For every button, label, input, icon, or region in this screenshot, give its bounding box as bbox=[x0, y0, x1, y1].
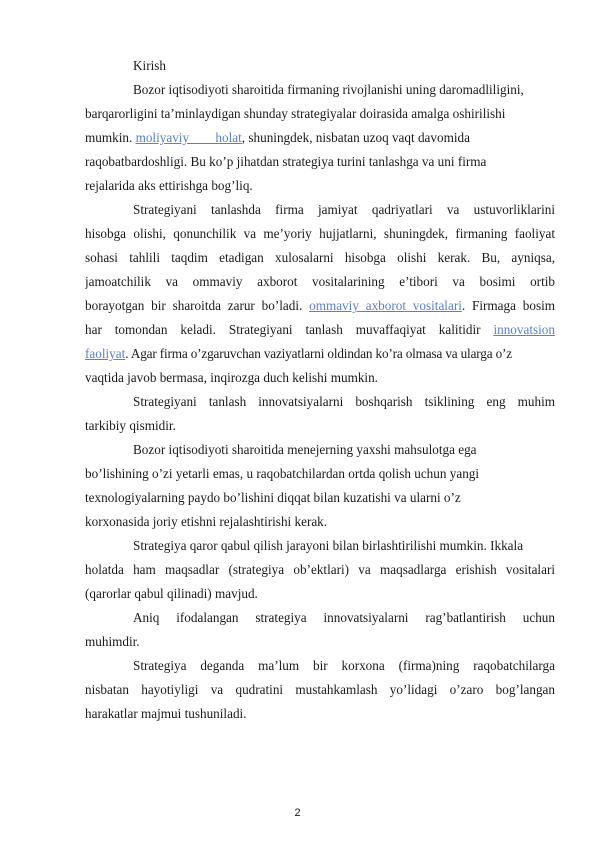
section-title: Kirish bbox=[133, 58, 166, 73]
paragraph-3-line: tarkibiy qismidir. bbox=[85, 418, 176, 433]
paragraph-6-line: muhimdir. bbox=[85, 634, 140, 649]
link-ommaviy-axborot-vositalari[interactable]: ommaviy axborot vositalari bbox=[309, 298, 462, 313]
paragraph-7-line: harakatlar majmui tushuniladi. bbox=[85, 706, 247, 721]
page-number: 2 bbox=[294, 807, 301, 819]
text-run: . Agar firma o’zgaruvchan vaziyatlarni oldindan ko’ra olmasa va ularga o’z bbox=[125, 346, 512, 361]
text-run: borayotgan bir sharoitda zarur bo’ladi. bbox=[85, 298, 310, 313]
text-run: har tomondan keladi. Strategiyani tanlash muvaffaqiyat kalitidir bbox=[85, 322, 494, 337]
paragraph-2-line bbox=[85, 342, 512, 366]
paragraph-3-line: Strategiyani tanlash innovatsiyalarni boshqarish tsiklining eng muhim bbox=[133, 394, 555, 409]
paragraph-5-line: holatda ham maqsadlar (strategiya ob’ektlari) va maqsadlarga erishish vositalari bbox=[85, 562, 555, 577]
paragraph-1-line: barqarorligini ta’minlaydigan shunday strategiyalar doirasida amalga oshirilishi bbox=[85, 106, 506, 121]
link-innovatsion-faoliyat[interactable]: innovatsion bbox=[493, 322, 555, 337]
paragraph-1-line: Bozor iqtisodiyoti sharoitida firmaning rivojlanishi uning daromadliligini, bbox=[133, 82, 524, 97]
link-moliyaviy-holat[interactable]: moliyaviy holat bbox=[135, 130, 242, 145]
paragraph-4-line: Bozor iqtisodiyoti sharoitida menejerning yaxshi mahsulotga ega bbox=[133, 442, 477, 457]
paragraph-2-line bbox=[85, 294, 555, 318]
paragraph-7-line: nisbatan hayotiyligi va qudratini mustahkamlash yo’lidagi o’zaro bog’langan bbox=[85, 682, 555, 697]
paragraph-1-line: rejalarida aks ettirishga bog’liq. bbox=[85, 178, 253, 193]
text-run: , shuningdek, nisbatan uzoq vaqt davomida bbox=[241, 130, 470, 145]
paragraph-4-line: korxonasida joriy etishni rejalashtirishi kerak. bbox=[85, 514, 328, 529]
paragraph-4-line: texnologiyalarning paydo bo’lishini diqqat bilan kuzatishi va ularni o’z bbox=[85, 490, 461, 505]
paragraph-2-line: sohasi tahlili taqdim etadigan xulosalarni hisobga olishi kerak. Bu, ayniqsa, bbox=[85, 250, 555, 265]
link-innovatsion-faoliyat-cont[interactable]: faoliyat bbox=[85, 346, 126, 361]
paragraph-7-line: Strategiya deganda ma’lum bir korxona (firma)ning raqobatchilarga bbox=[133, 658, 555, 673]
paragraph-1-line: raqobatbardoshligi. Bu ko’p jihatdan strategiya turini tanlashga va uni firma bbox=[85, 154, 487, 169]
paragraph-5-line: Strategiya qaror qabul qilish jarayoni bilan birlashtirilishi mumkin. Ikkala bbox=[133, 538, 524, 553]
text-run: mumkin. bbox=[85, 130, 136, 145]
paragraph-5-line: (qarorlar qabul qilinadi) mavjud. bbox=[85, 586, 258, 601]
text-run: . Firmaga bosim bbox=[461, 298, 555, 313]
paragraph-2-line: Strategiyani tanlashda firma jamiyat qadriyatlari va ustuvorliklarini bbox=[133, 202, 555, 217]
paragraph-4-line: bo’lishining o’zi yetarli emas, u raqobatchilardan ortda qolish uchun yangi bbox=[85, 466, 480, 481]
paragraph-2-line: jamoatchilik va ommaviy axborot vositalarining e’tibori va bosimi ortib bbox=[85, 274, 555, 289]
paragraph-6-line: Aniq ifodalangan strategiya innovatsiyalarni rag’batlantirish uchun bbox=[133, 610, 555, 625]
paragraph-2-line: hisobga olishi, qonunchilik va me’yoriy hujjatlarni, shuningdek, firmaning faoliyat bbox=[85, 226, 555, 241]
paragraph-2-line: vaqtida javob bermasa, inqirozga duch kelishi mumkin. bbox=[85, 370, 378, 385]
paragraph-2-line bbox=[85, 318, 555, 342]
paragraph-1-line bbox=[85, 126, 470, 150]
